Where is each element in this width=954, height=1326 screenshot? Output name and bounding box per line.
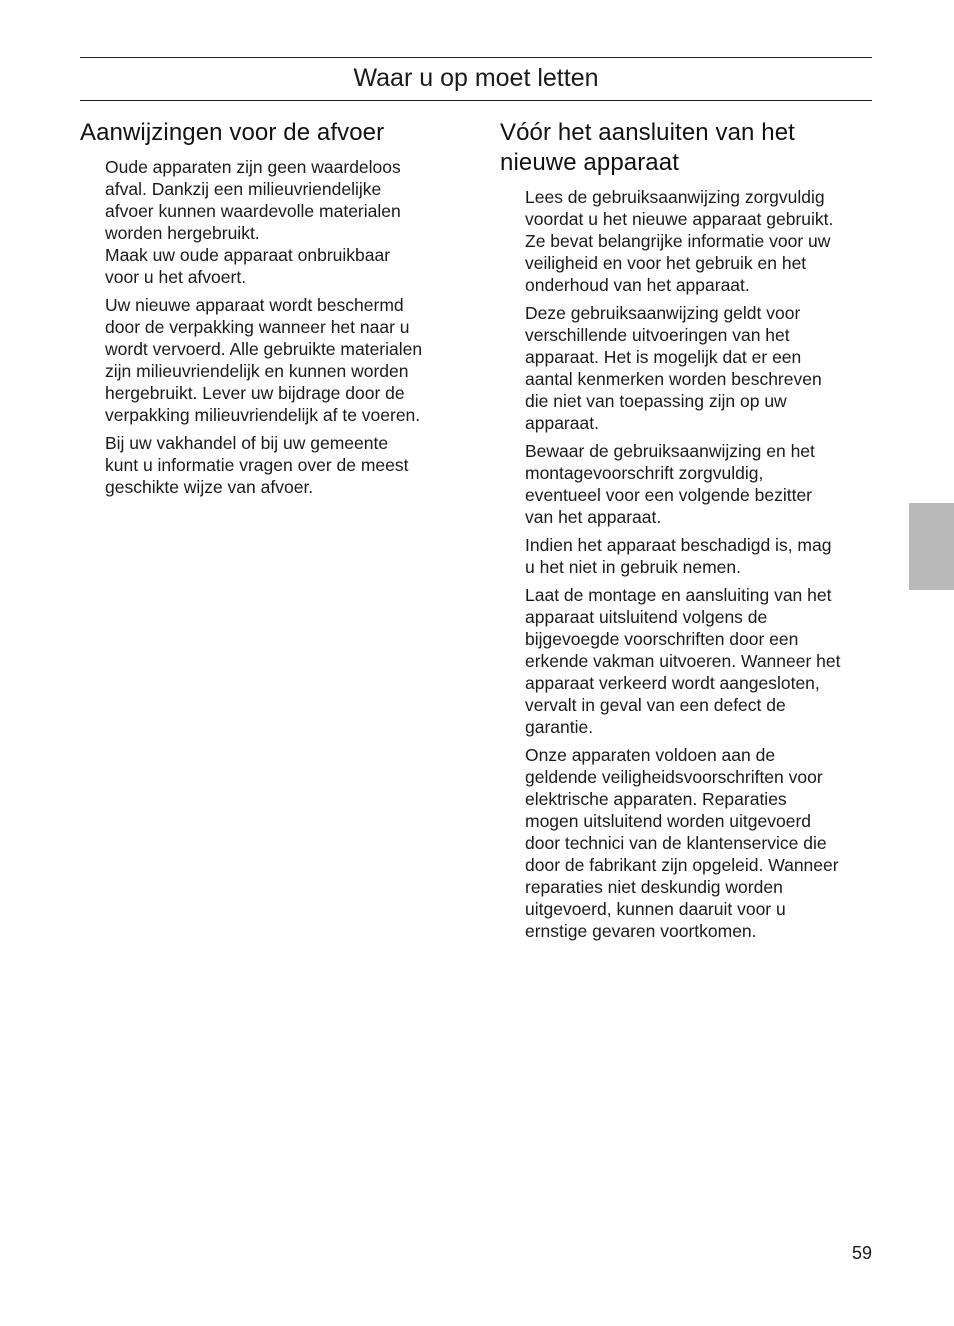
paragraph-line: Onze apparaten voldoen aan de: [525, 745, 776, 765]
paragraph-line: kunt u informatie vragen over de meest: [105, 455, 409, 475]
paragraph-line: garantie.: [525, 717, 594, 737]
paragraph-line: Bij uw vakhandel of bij uw gemeente: [105, 433, 389, 453]
paragraph-line: door de verpakking wanneer het naar u: [105, 317, 410, 337]
paragraph-line: erkende vakman uitvoeren. Wanneer het: [525, 651, 841, 671]
paragraph: [525, 534, 875, 578]
paragraph-line: mogen uitsluitend worden uitgevoerd: [525, 811, 812, 831]
paragraph-line: geschikte wijze van afvoer.: [105, 477, 314, 497]
paragraph-line: u het niet in gebruik nemen.: [525, 557, 741, 577]
paragraph-line: onderhoud van het apparaat.: [525, 275, 750, 295]
paragraph-line: Deze gebruiksaanwijzing geldt voor: [525, 303, 801, 323]
paragraph: [525, 744, 875, 942]
right-column: [500, 118, 875, 948]
paragraph-line: apparaat.: [525, 413, 599, 433]
paragraph-line: door technici van de klantenservice die: [525, 833, 827, 853]
paragraph-line: Uw nieuwe apparaat wordt beschermd: [105, 295, 404, 315]
paragraph-line: bijgevoegde voorschriften door een: [525, 629, 799, 649]
paragraph-line: geldende veiligheidsvoorschriften voor: [525, 767, 823, 787]
paragraph-line: reparaties niet deskundig worden: [525, 877, 783, 897]
paragraph: [525, 584, 875, 738]
page-title: Waar u op moet letten: [353, 64, 599, 92]
paragraph: [525, 302, 875, 434]
paragraph-line: door de fabrikant zijn opgeleid. Wanneer: [525, 855, 839, 875]
paragraph-line: wordt vervoerd. Alle gebruikte materialen: [105, 339, 423, 359]
paragraph-line: voor u het afvoert.: [105, 267, 247, 287]
paragraph-line: ernstige gevaren voortkomen.: [525, 921, 757, 941]
disposal-paragraphs: [80, 156, 460, 498]
paragraph-line: Ze bevat belangrijke informatie voor uw: [525, 231, 831, 251]
paragraph-line: Bewaar de gebruiksaanwijzing en het: [525, 441, 815, 461]
paragraph-line: apparaat uitsluitend volgens de: [525, 607, 768, 627]
paragraph-line: vervalt in geval van een defect de: [525, 695, 786, 715]
before-connecting-heading: [500, 118, 875, 178]
paragraph-line: apparaat. Het is mogelijk dat er een: [525, 347, 802, 367]
paragraph-line: zijn milieuvriendelijk en kunnen worden: [105, 361, 409, 381]
heading-line: Vóór het aansluiten van het: [500, 119, 795, 146]
paragraph: [525, 440, 875, 528]
paragraph: [105, 294, 460, 426]
disposal-heading: Aanwijzingen voor de afvoer: [80, 119, 385, 146]
left-column: [80, 118, 460, 504]
paragraph-line: montagevoorschrift zorgvuldig,: [525, 463, 764, 483]
before-connecting-paragraphs: [500, 186, 875, 942]
paragraph-line: uitgevoerd, kunnen daaruit voor u: [525, 899, 786, 919]
page-number: 59: [851, 1243, 872, 1263]
side-tab-marker: [909, 503, 954, 590]
paragraph: [105, 432, 460, 498]
paragraph-line: eventueel voor een volgende bezitter: [525, 485, 813, 505]
paragraph-line: Lees de gebruiksaanwijzing zorgvuldig: [525, 187, 825, 207]
paragraph-line: verschillende uitvoeringen van het: [525, 325, 790, 345]
paragraph-line: Indien het apparaat beschadigd is, mag: [525, 535, 832, 555]
paragraph-line: afvoer kunnen waardevolle materialen: [105, 201, 401, 221]
header-top-rule: [80, 57, 872, 58]
paragraph-line: voordat u het nieuwe apparaat gebruikt.: [525, 209, 834, 229]
heading-line: nieuwe apparaat: [500, 149, 679, 176]
paragraph-line: die niet van toepassing zijn op uw: [525, 391, 787, 411]
paragraph-line: veiligheid en voor het gebruik en het: [525, 253, 807, 273]
paragraph-line: hergebruikt. Lever uw bijdrage door de: [105, 383, 405, 403]
paragraph-line: apparaat verkeerd wordt aangesloten,: [525, 673, 820, 693]
paragraph: [525, 186, 875, 296]
header-bottom-rule: [80, 100, 872, 101]
paragraph-line: verpakking milieuvriendelijk af te voeren.: [105, 405, 421, 425]
paragraph-line: Laat de montage en aansluiting van het: [525, 585, 832, 605]
paragraph-line: van het apparaat.: [525, 507, 662, 527]
paragraph-line: Maak uw oude apparaat onbruikbaar: [105, 245, 391, 265]
paragraph-line: worden hergebruikt.: [105, 223, 260, 243]
paragraph-line: aantal kenmerken worden beschreven: [525, 369, 822, 389]
paragraph: [105, 156, 460, 288]
paragraph-line: afval. Dankzij een milieuvriendelijke: [105, 179, 382, 199]
paragraph-line: elektrische apparaten. Reparaties: [525, 789, 787, 809]
paragraph-line: Oude apparaten zijn geen waardeloos: [105, 157, 401, 177]
